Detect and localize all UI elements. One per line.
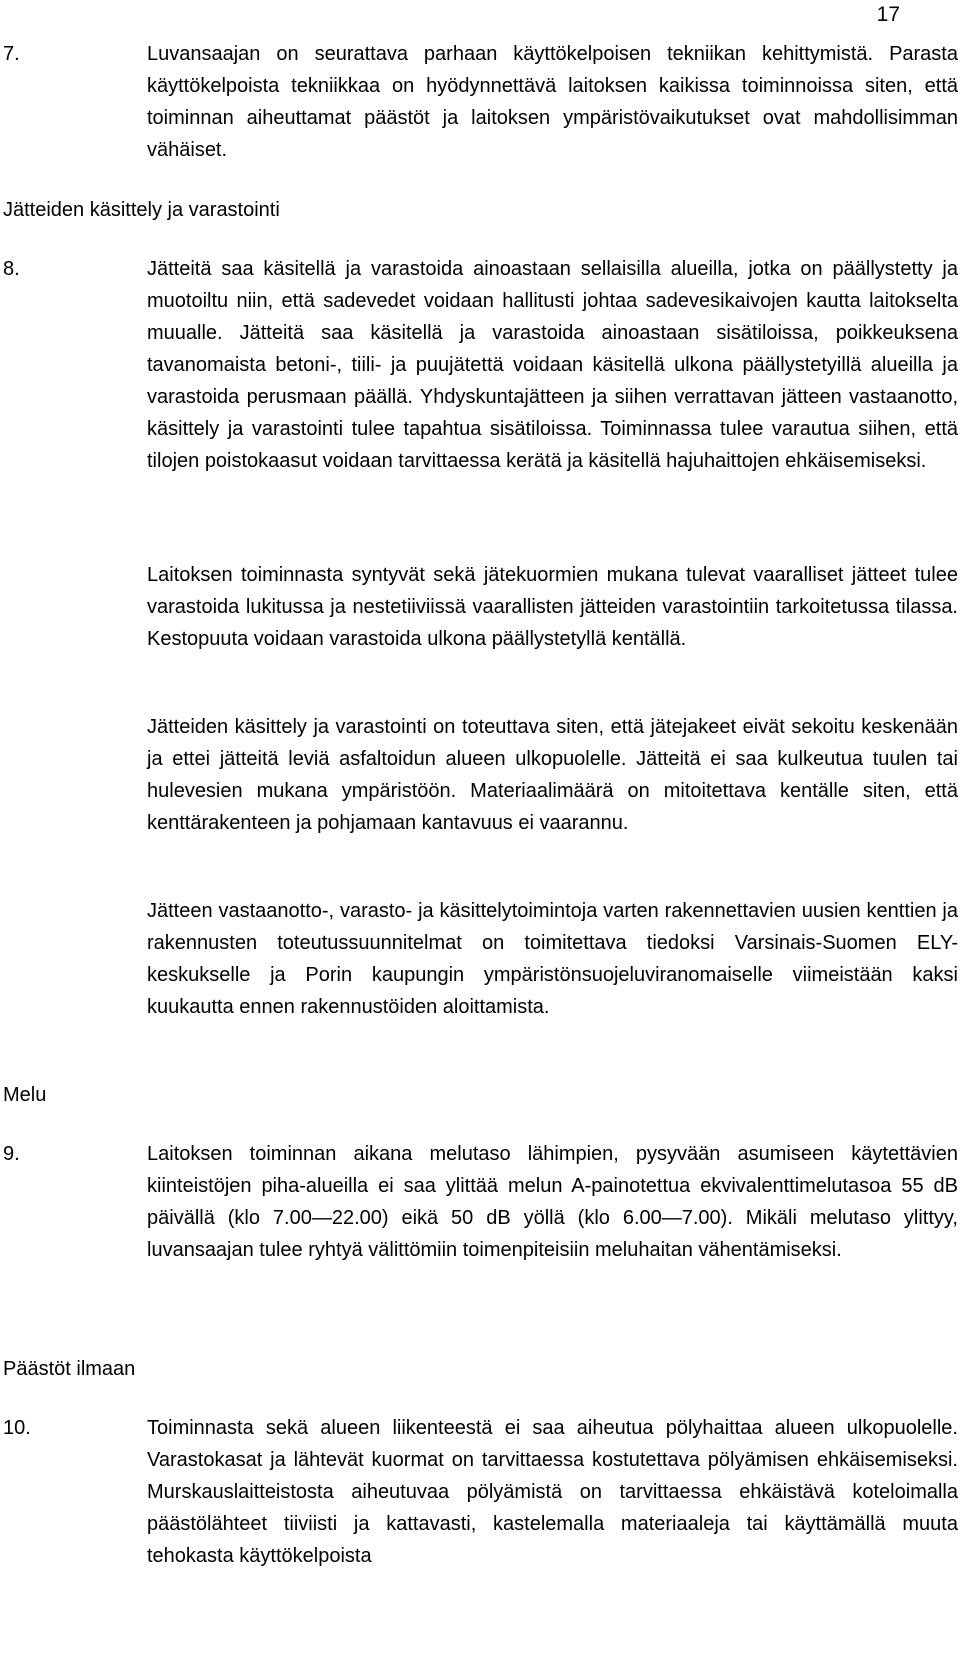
item-8-paragraph-3: Jätteiden käsittely ja varastointi on toteuttava siten, että jätejakeet eivät sekoitu keskenään ja ettei jätteitä leviä asfaltoidun alueen ulkopuolelle. Jätteitä ei saa kulkeutua tuulen tai hulevesien mukana ympäristöön. Materiaalimäärä on mitoitettava kentälle siten, että kenttärakenteen ja pohjamaan kantavuus ei vaarannu. <box>147 716 958 834</box>
heading-noise: Melu <box>3 1084 47 1106</box>
item-7-number: 7. <box>3 43 20 65</box>
item-7-text: Luvansaajan on seurattava parhaan käyttökelpoisen tekniikan kehittymistä. Parasta käyttökelpoista tekniikkaa on hyödynnettävä laitoksen kaikissa toiminnoissa siten, että toiminnan aiheuttamat päästöt ja laitoksen ympäristövaikutukset ovat mahdollisimman vähäiset. <box>147 43 958 161</box>
page-number: 17 <box>876 3 900 26</box>
heading-air: Päästöt ilmaan <box>3 1358 136 1380</box>
item-8-paragraph-1: Jätteitä saa käsitellä ja varastoida ainoastaan sellaisilla alueilla, jotka on päällystetty ja muotoiltu niin, että sadevedet voidaan hallitusti johtaa sadevesikaivojen kautta laitokselta muualle. Jätteitä saa käsitellä ja varastoida ainoastaan sisätiloissa, poikkeuksena tavanomaista betoni-, tiili- ja puujätettä voidaan käsitellä ulkona päällystetyillä alueilla ja varastoida perusmaan päällä. Yhdyskuntajätteen ja siihen verrattavan jätteen vastaanotto, käsittely ja varastointi tulee tapahtua sisätiloissa. Toiminnassa tulee varautua siihen, että tilojen poistokaasut voidaan tarvittaessa kerätä ja käsitellä hajuhaittojen ehkäisemiseksi. <box>147 258 958 472</box>
item-8-paragraph-4: Jätteen vastaanotto-, varasto- ja käsittelytoimintoja varten rakennettavien uusien kenttien ja rakennusten toteutussuunnitelmat on toimitettava tiedoksi Varsinais-Suomen ELY-keskukselle ja Porin kaupungin ympäristönsuojeluviranomaiselle viimeistään kaksi kuukautta ennen rakennustöiden aloittamista. <box>147 900 958 1018</box>
item-9-number: 9. <box>3 1143 20 1165</box>
heading-waste: Jätteiden käsittely ja varastointi <box>3 199 280 221</box>
item-8-number: 8. <box>3 258 20 280</box>
item-8-paragraph-2: Laitoksen toiminnasta syntyvät sekä jätekuormien mukana tulevat vaaralliset jätteet tulee varastoida lukitussa ja nestetiiviissä vaarallisten jätteiden varastointiin tarkoitetussa tilassa. Kestopuuta voidaan varastoida ulkona päällystetyllä kentällä. <box>147 564 958 650</box>
item-10-text: Toiminnasta sekä alueen liikenteestä ei saa aiheutua pölyhaittaa alueen ulkopuolelle. Varastokasat ja lähtevät kuormat on tarvittaessa kostutettava pölyämisen ehkäisemiseksi. Murskauslaitteistosta aiheutuvaa pölyämistä on tarvittaessa ehkäistävä koteloimalla päästölähteet tiiviisti ja kattavasti, kastelemalla materiaaleja tai käyttämällä muuta tehokasta käyttökelpoista <box>147 1417 958 1567</box>
item-9-text: Laitoksen toiminnan aikana melutaso lähimpien, pysyvään asumiseen käytettävien kiinteistöjen piha-alueilla ei saa ylittää melun A-painotettua ekvivalenttimelutasoa 55 dB päivällä (klo 7.00—22.00) eikä 50 dB yöllä (klo 6.00—7.00). Mikäli melutaso ylittyy, luvansaajan tulee ryhtyä välittömiin toimenpiteisiin meluhaitan vähentämiseksi. <box>147 1143 958 1261</box>
item-10-number: 10. <box>3 1417 31 1439</box>
